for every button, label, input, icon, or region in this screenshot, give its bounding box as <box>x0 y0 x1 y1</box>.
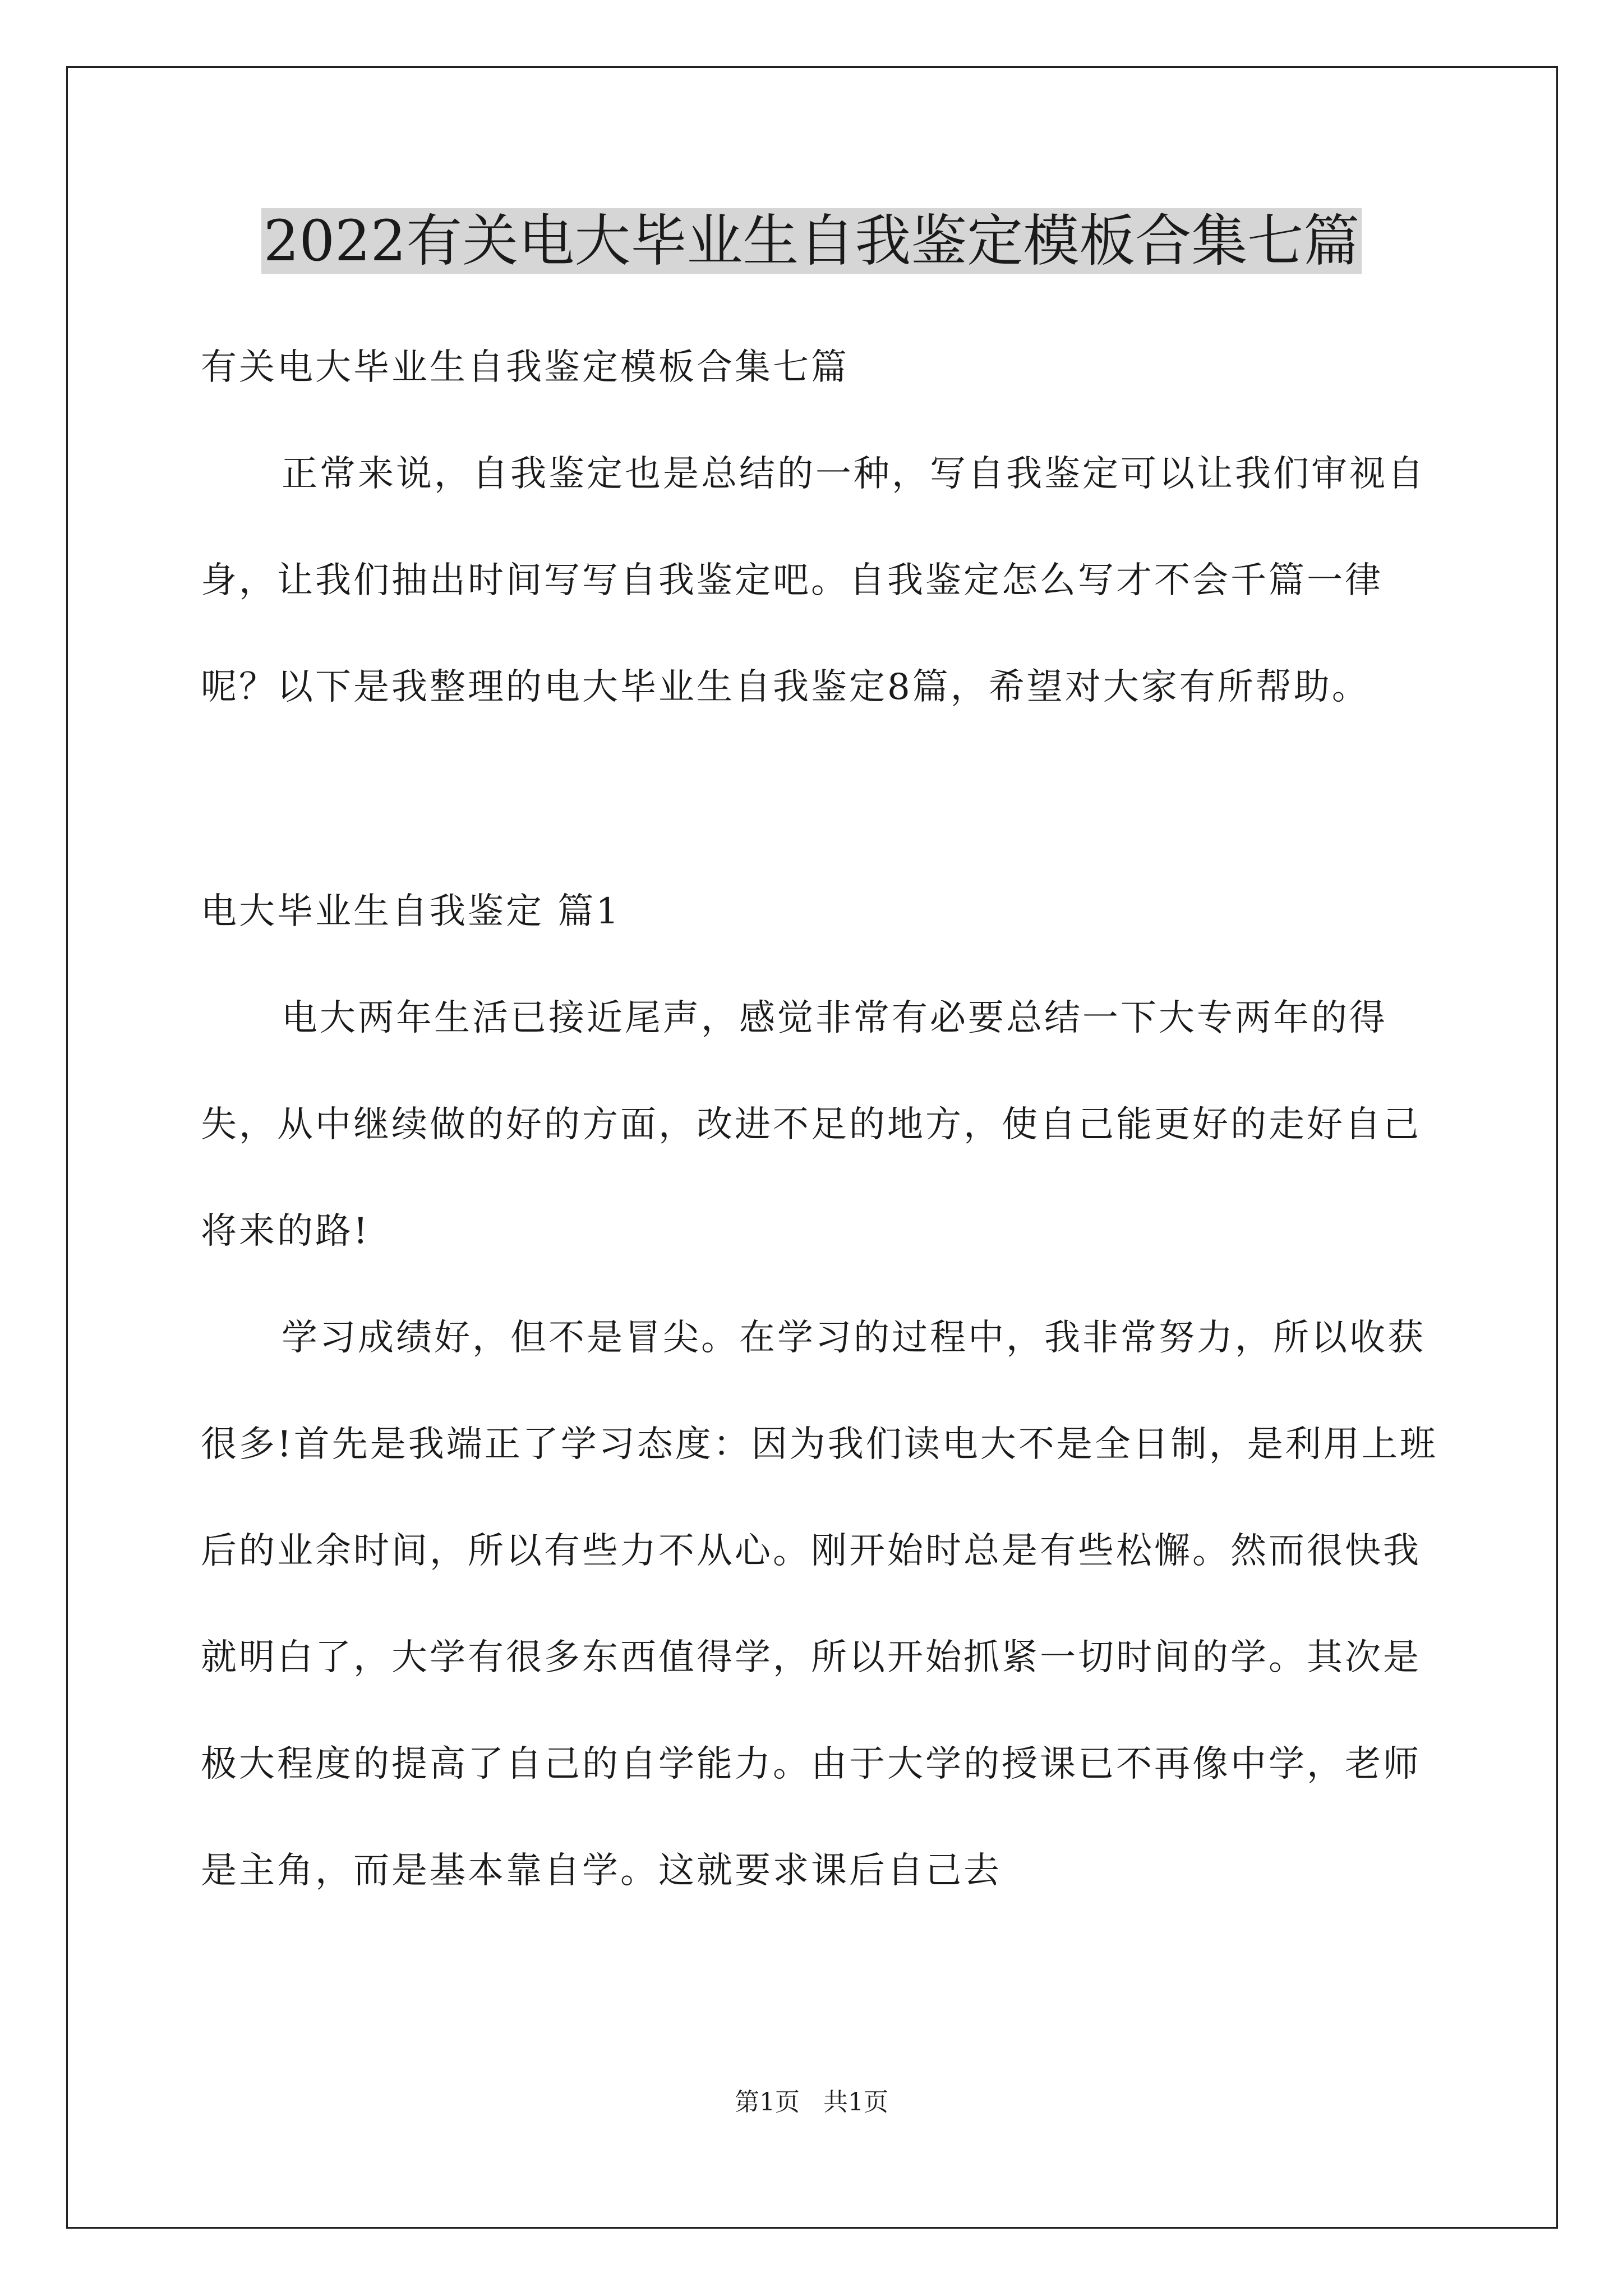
document-title <box>0 202 1623 280</box>
body-paragraph-2: 学习成绩好，但不是冒尖。在学习的过程中，我非常努力，所以收获很多!首先是我端正了学习态度：因为我们读电大不是全日制，是利用上班后的业余时间，所以有些力不从心。刚开始时总是有些松懈。然而很快我就明白了，大学有很多东西值得学，所以开始抓紧一切时间的学。其次是极大程度的提高了自己的自学能力。由于大学的授课已不再像中学，老师是主角，而是基本靠自学。这就要求课后自己去 <box>201 1317 1438 1892</box>
page-footer: 第1页 共1页 <box>735 2088 888 2116</box>
intro-paragraph: 正常来说，自我鉴定也是总结的一种，写自我鉴定可以让我们审视自身，让我们抽出时间写写自我鉴定吧。自我鉴定怎么写才不会千篇一律呢？以下是我整理的电大毕业生自我鉴定8篇，希望对大家有所帮助。 <box>201 453 1426 708</box>
subtitle: 有关电大毕业生自我鉴定模板合集七篇 <box>201 347 849 388</box>
document-body <box>201 314 1457 1924</box>
section-heading: 电大毕业生自我鉴定 篇1 <box>201 891 621 932</box>
body-paragraph-1: 电大两年生活已接近尾声，感觉非常有必要总结一下大专两年的得失，从中继续做的好的方面，改进不足的地方，使自己能更好的走好自己将来的路! <box>201 997 1421 1252</box>
document-title-text: 2022有关电大毕业生自我鉴定模板合集七篇 <box>261 208 1362 274</box>
